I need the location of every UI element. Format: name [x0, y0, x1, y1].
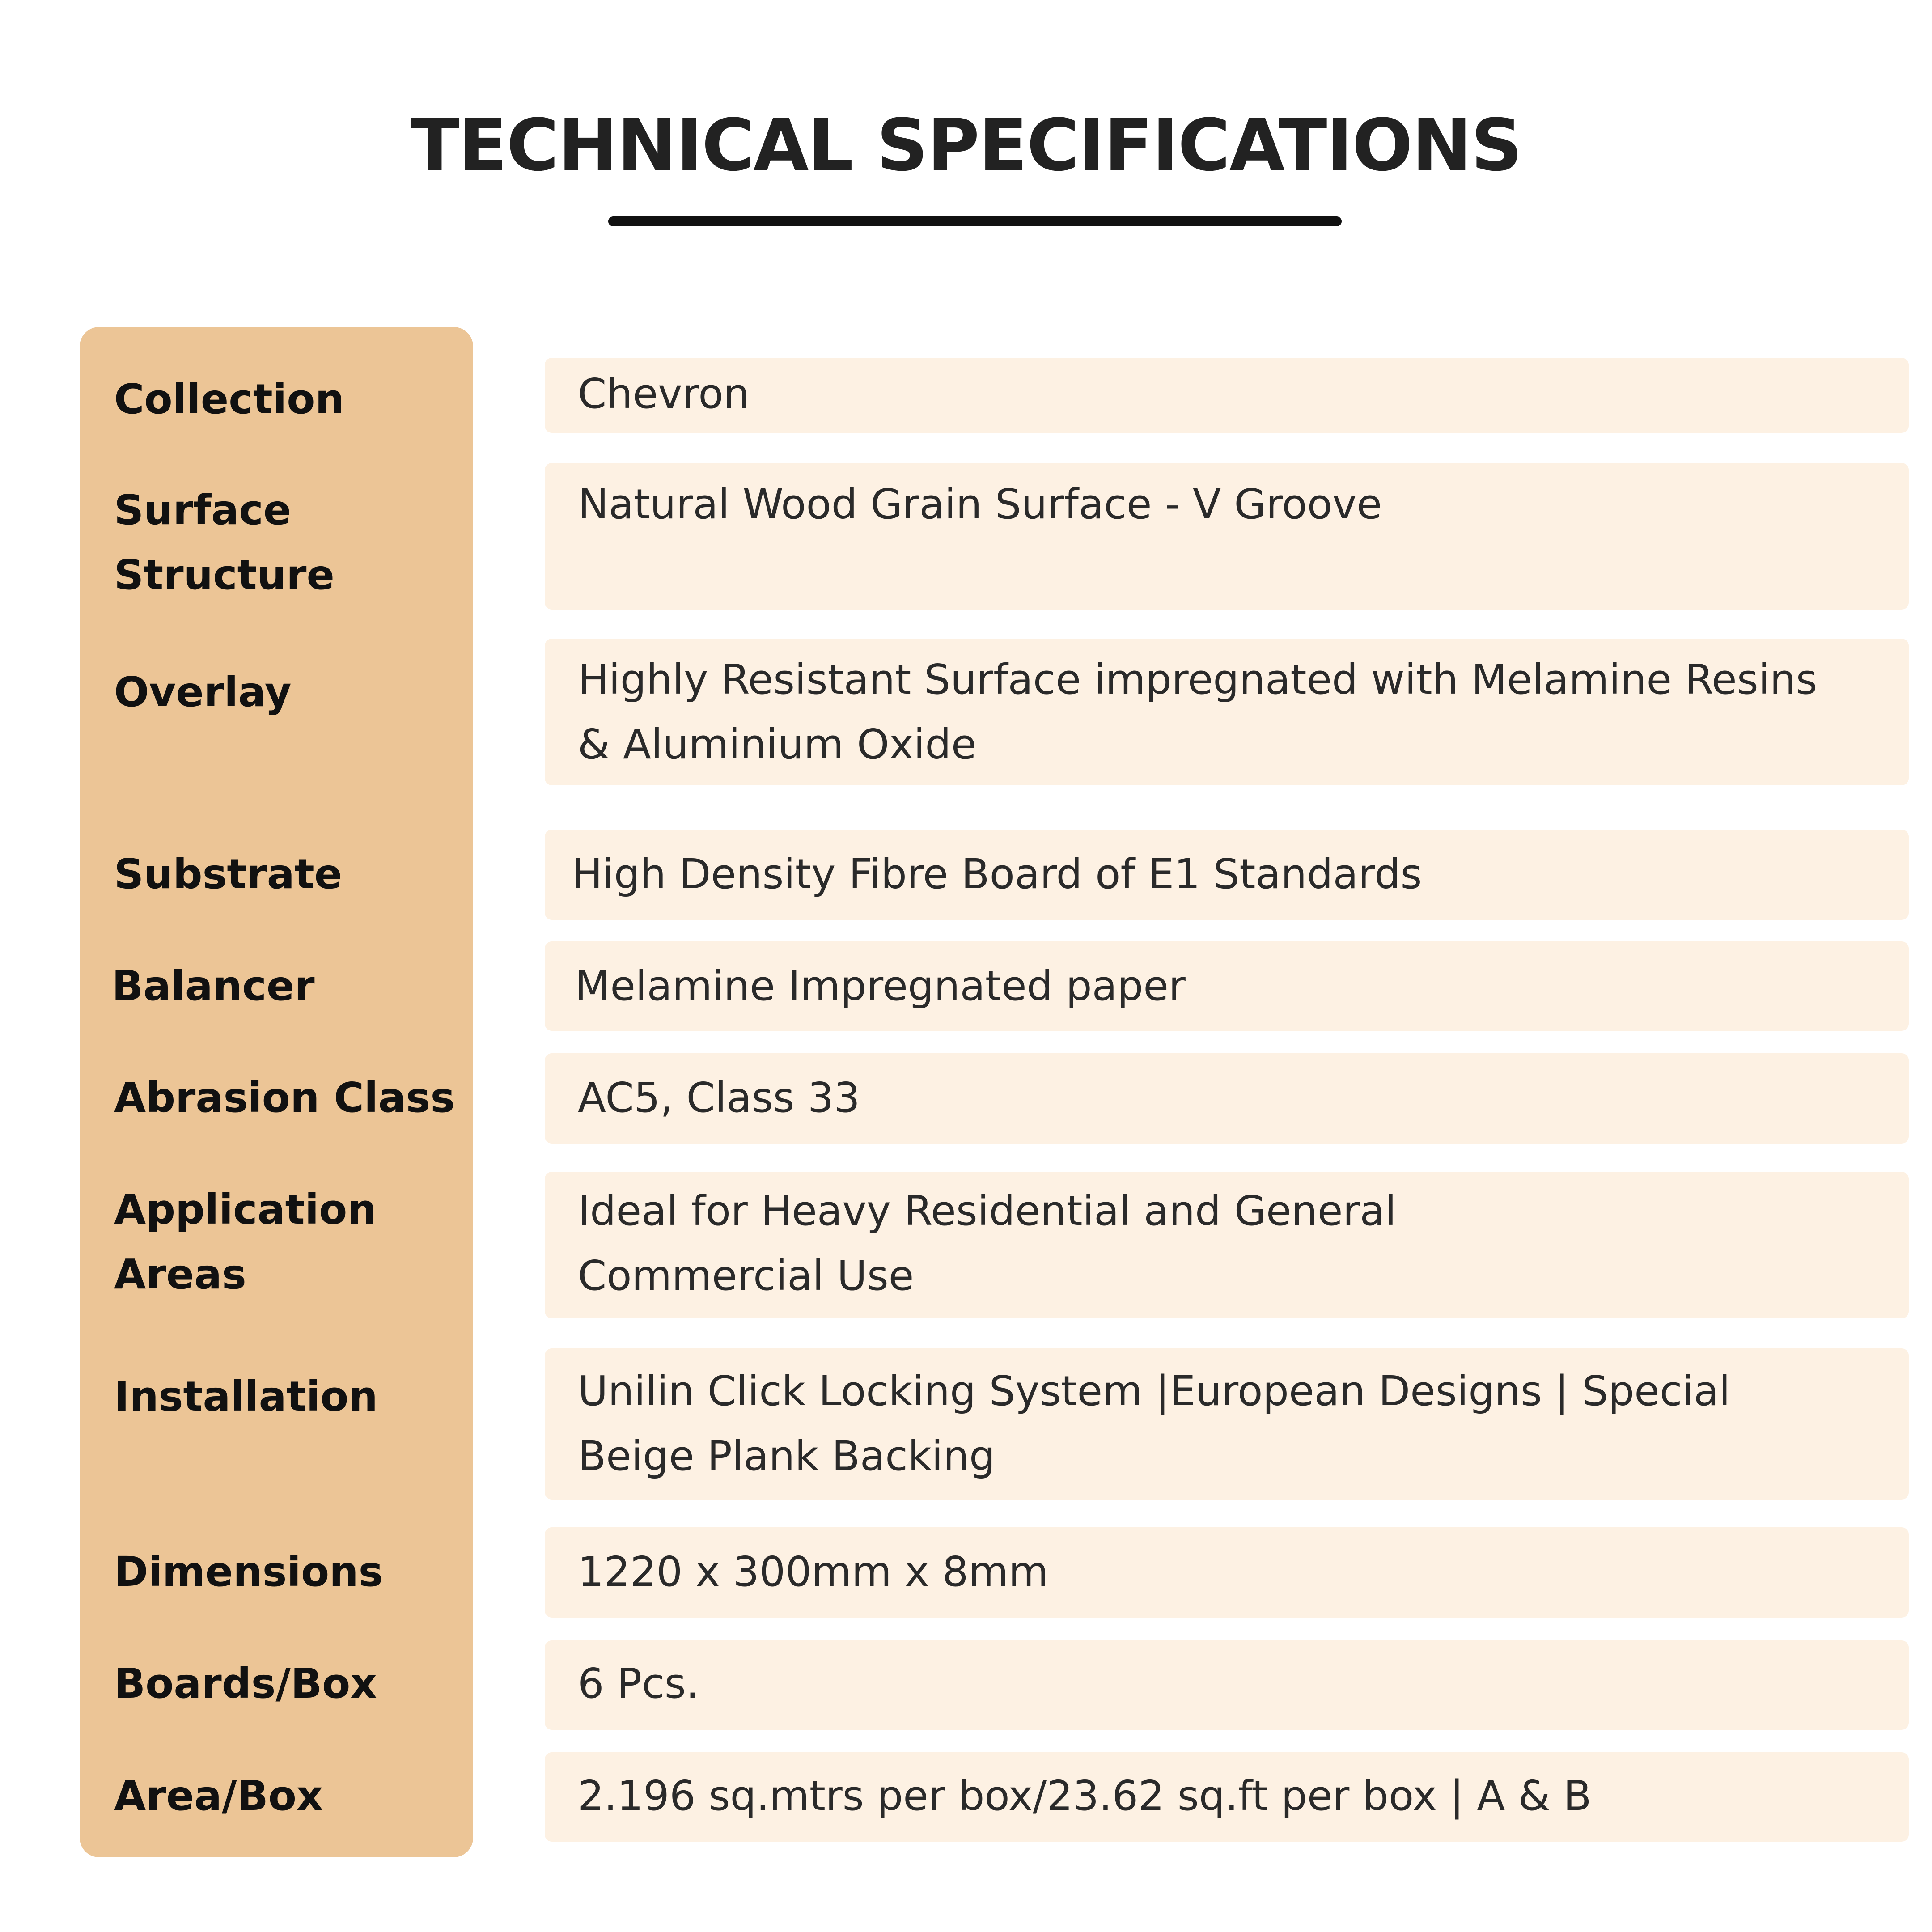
spec-label-balancer: Balancer [112, 962, 315, 1010]
spec-label-overlay: Overlay [114, 668, 292, 716]
spec-label-surface-structure: Surface Structure [114, 486, 335, 599]
spec-value-overlay: Highly Resistant Surface impregnated with Melamine Resins & Aluminium Oxide [578, 656, 1818, 768]
spec-value-collection: Chevron [578, 370, 750, 418]
spec-label-area-per-box: Area/Box [114, 1772, 323, 1820]
spec-value-substrate: High Density Fibre Board of E1 Standards [572, 850, 1422, 898]
spec-label-substrate: Substrate [114, 850, 343, 898]
spec-label-application-areas: Application Areas [114, 1186, 377, 1298]
spec-value-surface-structure: Natural Wood Grain Surface - V Groove [578, 480, 1382, 528]
spec-label-installation: Installation [114, 1373, 378, 1420]
spec-value-balancer: Melamine Impregnated paper [575, 962, 1186, 1010]
spec-value-abrasion-class: AC5, Class 33 [578, 1074, 860, 1122]
spec-label-boards-per-box: Boards/Box [114, 1660, 377, 1707]
spec-label-abrasion-class: Abrasion Class [114, 1074, 455, 1122]
spec-value-dimensions: 1220 x 300mm x 8mm [578, 1548, 1049, 1596]
spec-value-application-areas: Ideal for Heavy Residential and General Commercial Use [578, 1187, 1397, 1300]
spec-value-area-per-box: 2.196 sq.mtrs per box/23.62 sq.ft per box | A & B [578, 1772, 1592, 1820]
title-underline [608, 216, 1342, 226]
spec-label-dimensions: Dimensions [114, 1548, 383, 1596]
spec-label-collection: Collection [114, 375, 344, 423]
spec-value-installation: Unilin Click Locking System |European Designs | Special Beige Plank Backing [578, 1367, 1730, 1480]
spec-value-boards-per-box: 6 Pcs. [578, 1660, 699, 1707]
page-title: TECHNICAL SPECIFICATIONS [410, 103, 1522, 187]
